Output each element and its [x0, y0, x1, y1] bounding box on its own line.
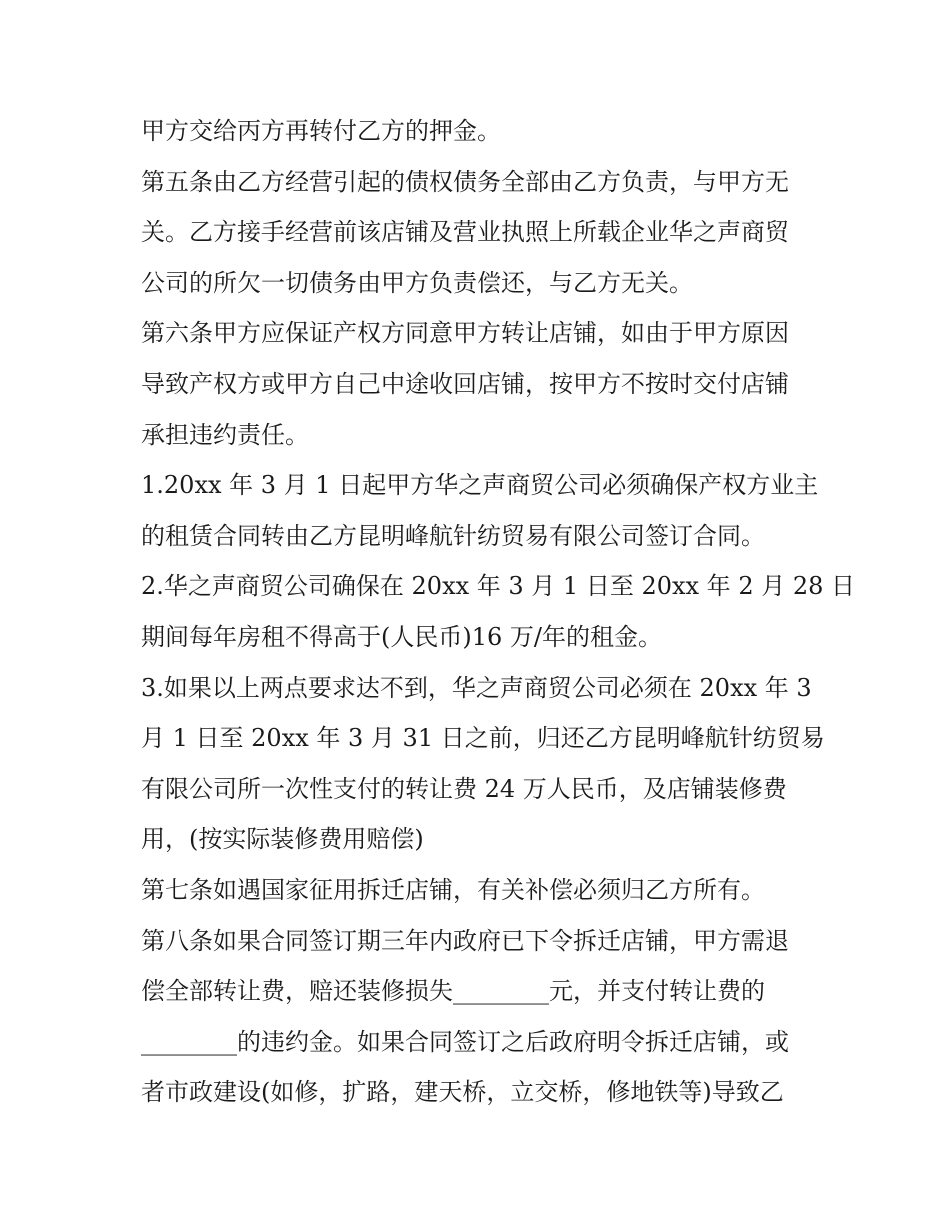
- text-line: 月 1 日至 20xx 年 3 月 31 日之前，归还乙方昆明峰航针纺贸易: [141, 724, 825, 753]
- text-line: 第七条如遇国家征用拆迁店铺，有关补偿必须归乙方所有。: [141, 875, 765, 904]
- text-line: 公司的所欠一切债务由甲方负责偿还，与乙方无关。: [141, 268, 693, 297]
- text-line: 2.华之声商贸公司确保在 20xx 年 3 月 1 日至 20xx 年 2 月 28 日: [141, 572, 856, 601]
- text-line: 第六条甲方应保证产权方同意甲方转让店铺，如由于甲方原因: [141, 319, 789, 348]
- text-line: 者市政建设(如修，扩路，建天桥，立交桥，修地铁等)导致乙: [141, 1078, 784, 1107]
- text-line: 有限公司所一次性支付的转让费 24 万人民币，及店铺装修费: [141, 774, 787, 803]
- text-line: 期间每年房租不得高于(人民币)16 万/年的租金。: [141, 622, 662, 651]
- text-line: 1.20xx 年 3 月 1 日起甲方华之声商贸公司必须确保产权方业主: [141, 471, 819, 500]
- text-line: 偿全部转让费，赔还装修损失________元，并支付转让费的: [141, 977, 765, 1006]
- text-line: 用，(按实际装修费用赔偿): [141, 825, 424, 854]
- text-line: ________的违约金。如果合同签订之后政府明令拆迁店铺，或: [141, 1027, 789, 1056]
- text-line: 3.如果以上两点要求达不到，华之声商贸公司必须在 20xx 年 3: [141, 673, 812, 702]
- text-line: 第八条如果合同签订期三年内政府已下令拆迁店铺，甲方需退: [141, 926, 789, 955]
- text-line: 关。乙方接手经营前该店铺及营业执照上所载企业华之声商贸: [141, 218, 789, 247]
- text-line: 的租赁合同转由乙方昆明峰航针纺贸易有限公司签订合同。: [141, 521, 765, 550]
- text-line: 导致产权方或甲方自己中途收回店铺，按甲方不按时交付店铺: [141, 369, 789, 398]
- text-line: 甲方交给丙方再转付乙方的押金。: [141, 117, 501, 145]
- text-line: 第五条由乙方经营引起的债权债务全部由乙方负责，与甲方无: [141, 167, 789, 196]
- text-line: 承担违约责任。: [141, 420, 309, 449]
- document-body: [141, 106, 856, 1118]
